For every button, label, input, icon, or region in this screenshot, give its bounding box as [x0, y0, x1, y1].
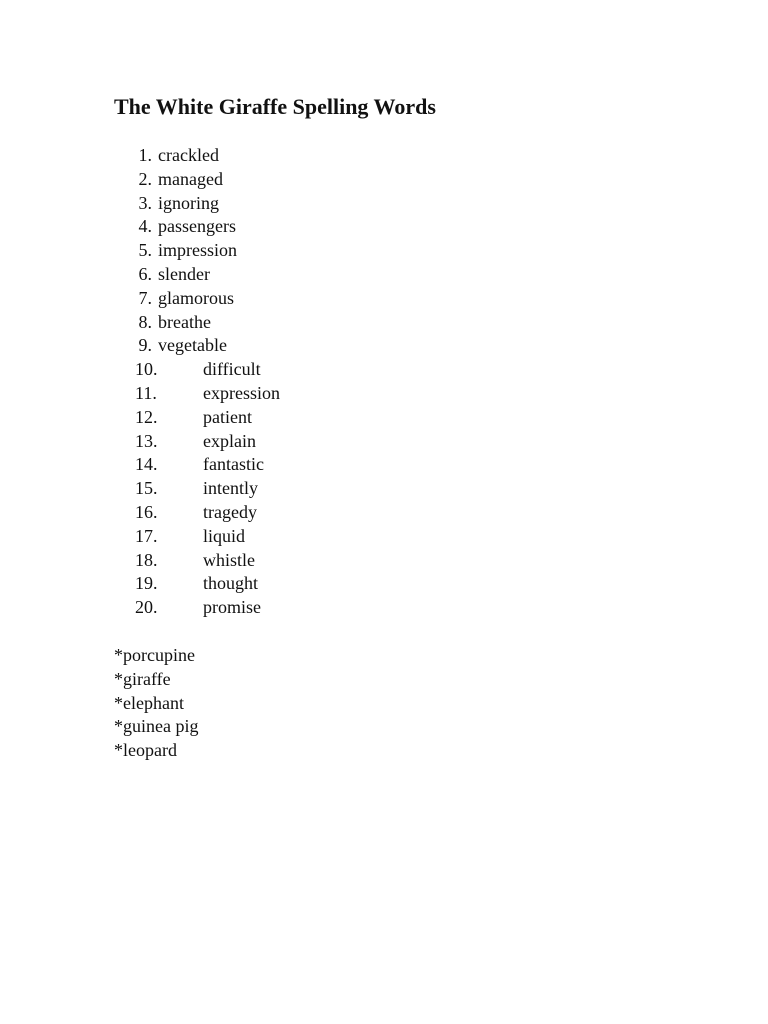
list-item-word: fantastic [203, 454, 264, 475]
list-item-number: 15. [135, 478, 158, 499]
list-item-word: passengers [158, 216, 236, 237]
list-item-word: difficult [203, 359, 261, 380]
document-title: The White Giraffe Spelling Words [114, 94, 436, 119]
list-item-word: thought [203, 573, 259, 594]
bonus-word: *porcupine [114, 645, 195, 665]
list-item-word: crackled [158, 145, 219, 165]
list-item-number: 5. [138, 240, 152, 261]
list-item-word: whistle [203, 549, 255, 570]
list-item-word: managed [158, 168, 223, 189]
list-item-word: patient [203, 406, 252, 427]
list-item-number: 18. [135, 549, 158, 570]
list-item-number: 20. [135, 597, 158, 618]
list-item-number: 9. [138, 335, 152, 356]
bonus-word: *giraffe [114, 668, 171, 689]
list-item-number: 19. [135, 573, 158, 594]
list-item-word: breathe [158, 311, 211, 332]
list-item-word: slender [158, 263, 210, 284]
list-item-word: glamorous [158, 287, 234, 308]
list-item-number: 2. [138, 168, 152, 189]
list-item-word: impression [158, 240, 237, 261]
list-item-number: 8. [138, 311, 152, 332]
list-item-number: 7. [138, 287, 152, 308]
list-item-number: 12. [135, 406, 158, 427]
list-item-word: intently [203, 478, 258, 499]
bonus-word: *leopard [114, 740, 177, 761]
list-item-word: promise [203, 597, 261, 618]
list-item-number: 13. [135, 430, 158, 451]
bonus-word-list [114, 644, 198, 763]
bonus-word: *guinea pig [114, 716, 199, 737]
list-item-number: 14. [135, 454, 158, 475]
list-item-number: 11. [135, 382, 157, 403]
list-item-number: 4. [138, 216, 152, 237]
list-item-word: vegetable [158, 335, 227, 356]
list-item-word: liquid [203, 525, 246, 546]
list-item-word: expression [203, 382, 280, 403]
list-item-number: 10. [135, 359, 158, 380]
list-item-word: ignoring [158, 192, 219, 213]
list-item-word: tragedy [203, 501, 257, 522]
list-item-word: explain [203, 430, 256, 451]
list-item-number: 3. [138, 192, 152, 213]
list-item-number: 17. [135, 525, 158, 546]
list-item-number: 16. [135, 501, 158, 522]
list-item-number: 1. [138, 145, 152, 165]
list-item-number: 6. [138, 263, 152, 284]
bonus-word: *elephant [114, 692, 184, 713]
